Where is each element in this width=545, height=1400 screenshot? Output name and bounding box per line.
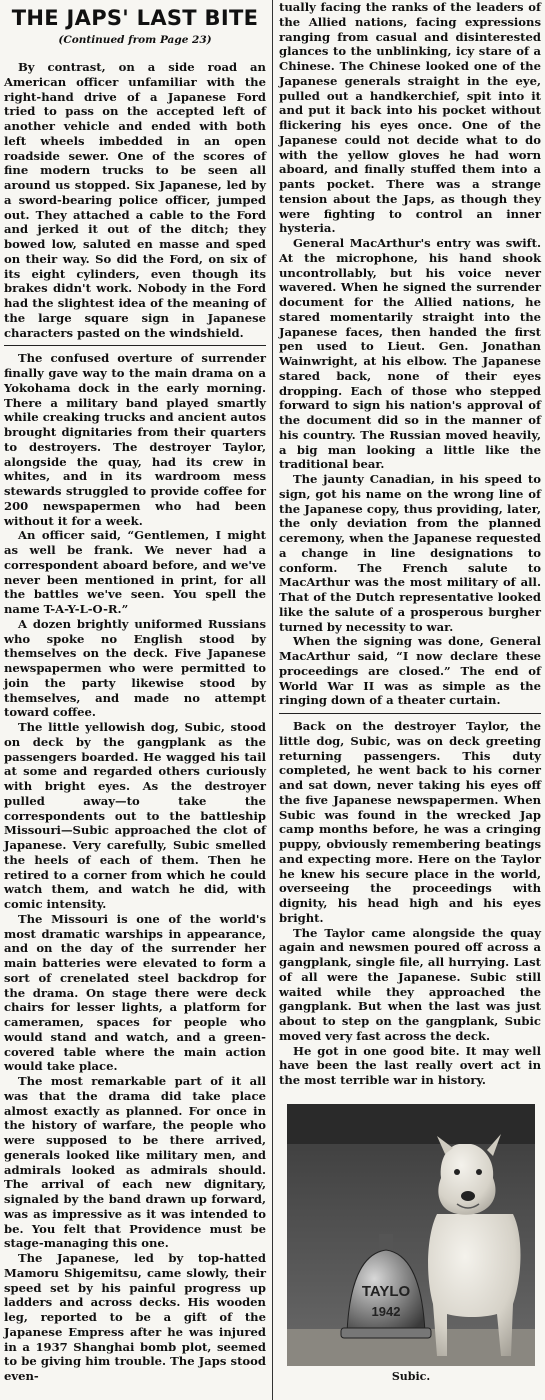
article-headline: THE JAPS' LAST BITE bbox=[11, 6, 259, 30]
paragraph: When the signing was done, General MacArthur said, “I now declare these proceedings are closed.” The end of World War II was as simple as the ringing down of a theater curtain. bbox=[279, 634, 541, 708]
section-divider bbox=[4, 345, 266, 346]
photo-figure bbox=[287, 1104, 535, 1383]
paragraph: An officer said, “Gentlemen, I might as well be frank. We never had a correspondent aboard before, and we've never been mentioned in print, for all the battles we've seen. You spell the name T-A-Y-L-O-R.” bbox=[4, 528, 266, 616]
right-column bbox=[279, 0, 541, 1383]
paragraph: Back on the destroyer Taylor, the little dog, Subic, was on deck greeting returning passengers. This duty completed, he went back to his corner and sat down, never taking his eyes off the five Japanese newspapermen. When Subic was found in the wrecked Jap camp months before, he was a cringing puppy, obviously remembering beatings and expecting more. Here on the Taylor he knew his secure place in the world, overseeing the proceedings with dignity, his head high and his eyes bright. bbox=[279, 719, 541, 925]
paragraph: The Taylor came alongside the quay again and newsmen poured off across a gangplank, single file, all hurrying. Last of all were the Japanese. Subic still waited while they approached the gangplank. But when the last was just about to step on the gangplank, Subic moved very fast across the deck. bbox=[279, 925, 541, 1043]
paragraph: General MacArthur's entry was swift. At the microphone, his hand shook uncontrollably, but his voice never wavered. When he signed the surrender document for the Allied nations, he stared momentarily straight into the Japanese faces, then handed the first pen used to Lieut. Gen. Jonathan Wainwright, at his elbow. The Japanese stared back, none of their eyes dropping. Each of those who stepped forward to sign his nation's approval of the document did so in the manner of his country. The Russian moved heavily, a big man looking a little like the traditional bear. bbox=[279, 236, 541, 472]
bell-lettering: TAYLO bbox=[361, 1282, 411, 1300]
paragraph: A dozen brightly uniformed Russians who spoke no English stood by themselves on the deck. Five Japanese newspapermen who were permitted to join the party likewise stood by themselves, and made no attempt toward coffee. bbox=[4, 616, 266, 720]
dog-and-bell-photo bbox=[287, 1104, 535, 1366]
paragraph: The confused overture of surrender finally gave way to the main drama on a Yokohama dock in the early morning. There a military band played smartly while creaking trucks and ancient autos brought dignitaries from their quarters to destroyers. The destroyer Taylor, alongside the quay, had its crew in whites, and in its wardroom mess stewards struggled to provide coffee for 200 newspapermen who had been without it for a week. bbox=[4, 351, 266, 528]
paragraph: The most remarkable part of it all was that the drama did take place almost exactly as planned. For once in the history of warfare, the people who were supposed to be there arrived, generals looked like military men, and admirals looked as admirals should. The arrival of each new dignitary, signaled by the band drawn up forward, was as impressive as it was intended to be. You felt that Providence must be stage-managing this one. bbox=[4, 1074, 266, 1251]
paragraph: The Japanese, led by top-hatted Mamoru Shigemitsu, came slowly, their speed set by his painful progress up ladders and across decks. His wooden leg, reported to be a gift of the Japanese Empress after he was injured in a 1937 Shanghai bomb plot, seemed to be giving him trouble. The Japs stood even- bbox=[4, 1251, 266, 1383]
paragraph: The little yellowish dog, Subic, stood on deck by the gangplank as the passengers boarded. He wagged his tail at some and regarded others curiously with bright eyes. As the destroyer pulled away—to take the correspondents out to the battleship Missouri—Subic approached the clot of Japanese. Very carefully, Subic smelled the heels of each of them. Then he retired to a corner from which he could watch them, and watch he did, with comic intensity. bbox=[4, 720, 266, 911]
bell-year: 1942 bbox=[371, 1303, 401, 1319]
paragraph: By contrast, on a side road an American officer unfamiliar with the right-hand drive of a Japanese Ford tried to pass on the accepted left of another vehicle and ended with both left wheels imbedded in an open roadside sewer. One of the scores of fine modern trucks to be seen all around us stopped. Six Japanese, led by a sword-bearing police officer, jumped out. They attached a cable to the Ford and jerked it out of the ditch; they bowed low, saluted en masse and sped on their way. So did the Ford, on six of its eight cylinders, even though its brakes didn't work. Nobody in the Ford had the slightest idea of the meaning of the large square sign in Japanese characters pasted on the windshield. bbox=[4, 60, 266, 340]
paragraph: The Missouri is one of the world's most dramatic warships in appearance, and on the day of the surrender her main batteries were elevated to form a sort of crenelated steel backdrop for the drama. On stage there were deck chairs for lesser lights, a platform for cameramen, spaces for people who would stand and watch, and a green-covered table where the main action would take place. bbox=[4, 911, 266, 1074]
photo-caption: Subic. bbox=[391, 1369, 431, 1383]
column-divider bbox=[272, 0, 273, 1400]
left-column bbox=[4, 0, 266, 1384]
paragraph: He got in one good bite. It may well have been the last really overt act in the most terrible war in history. bbox=[279, 1043, 541, 1087]
paragraph: The jaunty Canadian, in his speed to sign, got his name on the wrong line of the Japanese copy, thus providing, later, the only deviation from the planned ceremony, when the Japanese requested a change in line designations to conform. The French salute to MacArthur was the most military of all. That of the Dutch representative looked like the salute of a prosperous burgher turned by necessity to war. bbox=[279, 472, 541, 634]
section-divider bbox=[279, 713, 541, 714]
paragraph: tually facing the ranks of the leaders of the Allied nations, facing expressions ranging from casual and disinterested glances to the unblinking, icy stare of a Chinese. The Chinese looked one of the Japanese generals straight in the eye, pulled out a handkerchief, spit into it and put it back into his pocket without flickering his eyes once. One of the Japanese could not decide what to do with the yellow gloves he had worn aboard, and finally stuffed them into a pants pocket. There was a strange tension about the Japs, as though they were fighting to control an inner hysteria. bbox=[279, 0, 541, 236]
continued-note: (Continued from Page 23) bbox=[58, 34, 212, 46]
